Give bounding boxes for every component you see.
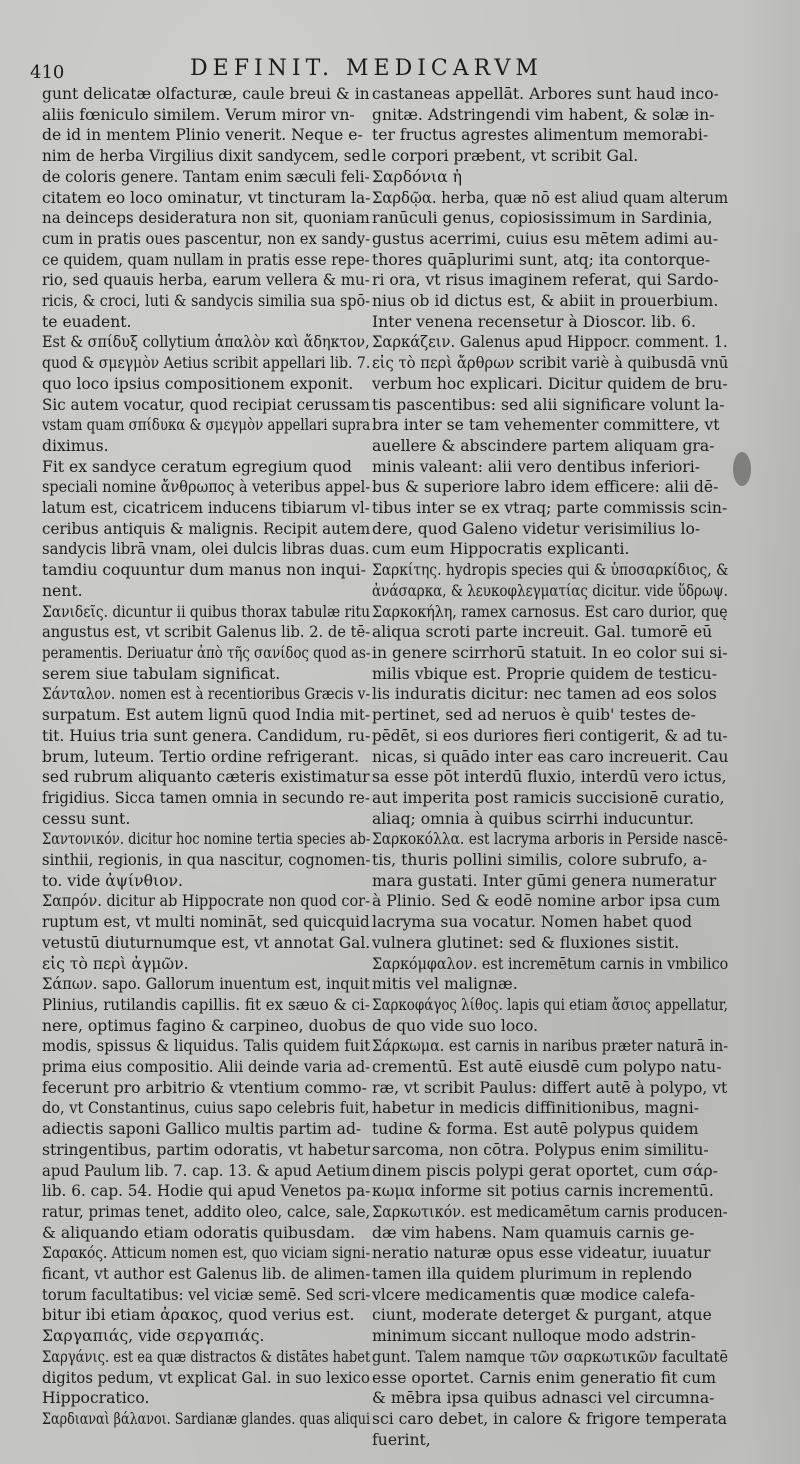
text-line: ri ora, vt risus imaginem referat, qui Sardo-: [372, 271, 719, 290]
text-line: sinthii, regionis, in qua nascitur, cognomen-: [42, 851, 370, 870]
text-line: esse oportet. Carnis enim generatio fit cum: [372, 1368, 716, 1387]
text-line: nent.: [42, 581, 83, 600]
text-line: ræ, vt scribit Paulus: differt autē à polypo, vt: [372, 1078, 728, 1097]
text-line: tis pascentibus: sed alii significare volunt la-: [372, 395, 725, 414]
text-line: angustus est, vt scribit Galenus lib. 2. de tē-: [42, 623, 370, 642]
text-line: gustus acerrimi, cuius esu mētem adimi au-: [372, 229, 718, 248]
text-line: minimum siccant nulloque modo adstrin-: [372, 1327, 696, 1346]
text-line: peramentis. Deriuatur ἀπὸ τῆς σανίδος quod as-: [42, 643, 370, 662]
text-line: Σαρκωτικόν. est medicamētum carnis producen-: [372, 1202, 728, 1221]
text-line: Σαρκάζειν. Galenus apud Hippocr. comment. 1.: [372, 333, 728, 352]
text-line: pēdēt, si eos duriores fieri contigerit, & ad tu-: [372, 726, 728, 745]
text-line: to. vide ἀψίνθιον.: [42, 871, 183, 890]
text-line: auellere & abscindere partem aliquam gra-: [372, 436, 715, 455]
text-line: stringentibus, partim odoratis, vt habetur: [42, 1140, 370, 1159]
text-line: ce quidem, quam nullam in pratis esse repe-: [42, 250, 370, 269]
text-line: castaneas appellāt. Arbores sunt haud inco-: [372, 85, 719, 103]
text-line: brum, luteum. Tertio ordine refrigerant.: [42, 747, 360, 766]
right-text-column: [372, 84, 728, 1454]
text-line: sa esse pōt interdū fluxio, interdū vero ictus,: [372, 768, 727, 787]
text-line: latum est, cicatricem inducens tibiarum vl-: [42, 499, 370, 518]
text-line: Σαργάνις. est ea quæ distractos & distātes habet: [42, 1347, 370, 1366]
text-line: εἰς τὸ περὶ ἀγμῶν.: [42, 954, 189, 973]
text-line: tis, thuris pollini similis, colore subrufo, a-: [372, 851, 708, 870]
text-line: vstam quam σπίδυκα & σμεγμὸν appellari supra: [42, 416, 370, 435]
page-number: 410: [30, 62, 65, 83]
text-line: Σαρκοκήλη, ramex carnosus. Est caro durior, quę: [372, 602, 728, 621]
text-line: aliqua scroti parte increuit. Gal. tumorē eū: [372, 623, 713, 642]
text-line: ruptum est, vt multi nomināt, sed quicquid: [42, 913, 370, 932]
text-line: sed rubrum aliquanto cæteris existimatur: [42, 768, 370, 787]
text-line: tamdiu coquuntur dum manus non inqui-: [42, 561, 366, 580]
running-head: DEFINIT. MEDICARVM: [190, 56, 543, 81]
text-line: Sic autem vocatur, quod recipiat cerussam: [42, 395, 370, 414]
text-line: à Plinio. Sed & eodē nomine arbor ipsa cum: [372, 892, 721, 911]
text-line: nere, optimus fagino & carpineo, duobus: [42, 1016, 367, 1035]
text-line: apud Paulum lib. 7. cap. 13. & apud Aetium: [42, 1161, 370, 1180]
text-line: aliaq; omnia à quibus scirrhi inducuntur.: [372, 809, 694, 828]
text-line: lib. 6. cap. 54. Hodie qui apud Venetos pa-: [42, 1182, 370, 1201]
text-line: ceribus antiquis & malignis. Recipit autem: [42, 519, 370, 538]
text-line: ἀνάσαρκα, & λευκοφλεγματίας dicitur. vide ὕδρωψ.: [372, 581, 728, 600]
text-line: & mēbra ipsa quibus adnasci vel circumna-: [372, 1389, 715, 1408]
text-line: Plinius, rutilandis capillis. fit ex sæuo & ci-: [42, 995, 370, 1014]
text-line: de coloris genere. Tantam enim sæculi feli-: [42, 167, 370, 186]
text-line: Σαπρόν. dicitur ab Hippocrate non quod cor-: [42, 892, 370, 911]
text-line: gunt. Talem namque τῶν σαρκωτικῶν facultatē: [372, 1347, 728, 1366]
text-line: verbum hoc explicari. Dicitur quidem de bru-: [372, 374, 728, 393]
text-line: pertinet, sed ad neruos è quib' testes de-: [372, 706, 696, 725]
text-line: habetur in medicis diffinitionibus, magni-: [372, 1099, 699, 1118]
text-line: minis valeant: alii vero dentibus inferiori-: [372, 457, 701, 476]
text-line: nicas, si quādo inter eas caro increuerit. Cau: [372, 747, 728, 766]
text-line: Σαντονικόν. dicitur hoc nomine tertia species ab-: [42, 830, 370, 849]
text-line: Inter venena recensetur à Dioscor. lib. 6.: [372, 312, 697, 331]
text-line: ratur, primas tenet, addito oleo, calce, sale,: [42, 1202, 370, 1221]
text-line: ranūculi genus, copiosissimum in Sardinia,: [372, 209, 713, 228]
text-line: te euadent.: [42, 312, 132, 331]
text-line: na deinceps desideratura non sit, quoniam: [42, 209, 370, 228]
text-line: Σανιδεῖς. dicuntur ii quibus thorax tabulæ ritu: [42, 602, 370, 621]
text-line: adiectis saponi Gallico multis partim ad-: [42, 1120, 362, 1139]
text-line: fuerint,: [372, 1430, 431, 1449]
text-line: Σαρκοκόλλα. est lacryma arboris in Perside nascē-: [372, 830, 728, 849]
text-line: Σαρκίτης. hydropis species qui & ὑποσαρκίδιος, &: [372, 561, 728, 580]
text-line: frigidius. Sicca tamen omnia in secundo re-: [42, 788, 370, 807]
text-line: & aliquando etiam odoratis quibusdam.: [42, 1223, 356, 1242]
text-line: aut imperita post ramicis succisionē curatio,: [372, 788, 725, 807]
text-line: ficant, vt author est Galenus lib. de alimen-: [42, 1265, 370, 1284]
text-line: vlcere medicamentis quæ modice calefa-: [372, 1285, 695, 1304]
text-line: Σάρκωμα. est carnis in naribus præter naturā in-: [372, 1037, 728, 1056]
page-edge-shadow: [740, 0, 800, 1464]
text-line: crementū. Est autē eiusdē cum polypo natu-: [372, 1058, 722, 1077]
text-line: bra inter se tam vehementer committere, vt: [372, 416, 720, 435]
text-line: milis vbique est. Proprie quidem de testicu-: [372, 664, 717, 683]
text-line: Σαρακός. Atticum nomen est, quo viciam signi-: [42, 1244, 370, 1263]
text-line: de id in mentem Plinio venerit. Neque e-: [42, 126, 363, 145]
text-line: Hippocratico.: [42, 1389, 150, 1408]
text-line: fecerunt pro arbitrio & vtentium commo-: [42, 1078, 367, 1097]
text-line: Σαρδόνια ἡ: [372, 167, 462, 186]
text-line: vulnera glutinet: sed & fluxiones sistit.: [372, 933, 680, 952]
text-line: cum in pratis oues pascentur, non ex sandy-: [42, 229, 370, 248]
text-line: modis, spissus & liquidus. Talis quidem fuit: [42, 1037, 370, 1056]
text-line: speciali nomine ἄνθρωπος à veteribus appel-: [42, 478, 370, 497]
text-line: mitis vel malignæ.: [372, 975, 518, 994]
text-line: εἰς τὸ περὶ ἄρθρων scribit variè à quibusdā vnū: [372, 354, 728, 373]
text-line: mara gustati. Inter gūmi genera numeratur: [372, 871, 717, 890]
text-line: κωμα informe sit potius carnis incrementū.: [372, 1182, 714, 1201]
text-line: thores quāplurimi sunt, atq; ita contorque-: [372, 250, 711, 269]
text-line: tibus inter se ex vtraq; parte commissis scin-: [372, 499, 728, 518]
text-line: digitos pedum, vt explicat Gal. in suo lexico: [42, 1368, 370, 1387]
text-line: serem siue tabulam significat.: [42, 664, 281, 683]
text-line: quod & σμεγμὸν Aetius scribit appellari lib. 7.: [42, 354, 370, 373]
text-line: tamen illa quidem plurimum in replendo: [372, 1265, 693, 1284]
text-line: gunt delicatæ olfacturæ, caule breui & in: [42, 85, 370, 103]
text-line: ricis, & croci, luti & sandycis similia sua spō-: [42, 292, 370, 311]
text-line: Σάπων. sapo. Gallorum inuentum est, inquit: [42, 975, 370, 994]
text-line: Σαρκοφάγος λίθος. lapis qui etiam ἄσιος appellatur,: [372, 995, 728, 1014]
text-line: sandycis librā vnam, olei dulcis libras duas.: [42, 540, 370, 559]
left-text-column: [42, 84, 370, 1454]
text-line: lis induratis dicitur: nec tamen ad eos solos: [372, 685, 717, 704]
text-line: surpatum. Est autem lignū quod India mit-: [42, 706, 370, 725]
text-line: le corpori præbent, vt scribit Gal.: [372, 147, 639, 166]
text-line: dæ vim habens. Nam quamuis carnis ge-: [372, 1223, 695, 1242]
text-line: bus & superiore labro idem efficere: alii dē-: [372, 478, 719, 497]
text-line: cum eum Hippocratis explicanti.: [372, 540, 630, 559]
text-line: cessu sunt.: [42, 809, 131, 828]
text-line: dinem piscis polypi gerat oportet, cum σάρ-: [372, 1161, 718, 1180]
text-line: Σάνταλον. nomen est à recentioribus Græcis v-: [42, 685, 370, 704]
text-line: quo loco ipsius compositionem exponit.: [42, 374, 354, 393]
text-line: rio, sed quauis herba, earum vellera & mu-: [42, 271, 370, 290]
text-line: vetustū diuturnumque est, vt annotat Gal.: [42, 933, 370, 952]
text-line: in genere scirrhorū statuit. In eo color sui si-: [372, 643, 728, 662]
text-line: torum facultatibus: vel viciæ semē. Sed scri-: [42, 1285, 370, 1304]
text-line: bitur ibi etiam ἀρακος, quod verius est.: [42, 1306, 355, 1325]
text-line: tit. Huius tria sunt genera. Candidum, ru-: [42, 726, 370, 745]
text-line: nim de herba Virgilius dixit sandycem, sed: [42, 147, 370, 166]
ink-blot: [733, 452, 751, 486]
text-line: diximus.: [42, 436, 109, 455]
text-line: neratio naturæ opus esse videatur, iuuatur: [372, 1244, 711, 1263]
text-line: nius ob id dictus est, & abiit in prouerbium.: [372, 292, 719, 311]
text-line: do, vt Constantinus, cuius sapo celebris fuit,: [42, 1099, 370, 1118]
text-line: Fit ex sandyce ceratum egregium quod: [42, 457, 352, 476]
text-line: lacryma sua vocatur. Nomen habet quod: [372, 913, 693, 932]
text-line: Σαρδιαναὶ βάλανοι. Sardianæ glandes. quas aliqui: [42, 1410, 370, 1428]
text-line: tudine & forma. Est autē polypus quidem: [372, 1120, 699, 1139]
text-line: ciunt, moderate deterget & purgant, atque: [372, 1306, 712, 1325]
text-line: Σαρδῷα. herba, quæ nō est aliud quam alterum: [372, 188, 728, 207]
text-line: ter fructus agrestes alimentum memorabi-: [372, 126, 709, 145]
text-line: Σαρκόμφαλον. est incremētum carnis in vmbilico: [372, 954, 728, 973]
text-line: sarcoma, non cōtra. Polypus enim similitu-: [372, 1140, 709, 1159]
text-line: Σαργαπιάς, vide σεργαπιάς.: [42, 1327, 265, 1346]
text-line: Est & σπίδυξ collytium ἁπαλὸν καὶ ἄδηκτον,: [42, 333, 370, 352]
text-line: sci caro debet, in calore & frigore temperata: [372, 1410, 728, 1428]
text-line: gnitæ. Adstringendi vim habent, & solæ in-: [372, 105, 715, 124]
text-line: dere, quod Galeno videtur verisimilius lo-: [372, 519, 701, 538]
text-line: prima eius compositio. Alii deinde varia ad-: [42, 1058, 370, 1077]
text-line: aliis fœniculo similem. Verum miror vn-: [42, 105, 355, 124]
text-line: citatem eo loco ominatur, vt tincturam la-: [42, 188, 370, 207]
text-line: de quo vide suo loco.: [372, 1016, 539, 1035]
